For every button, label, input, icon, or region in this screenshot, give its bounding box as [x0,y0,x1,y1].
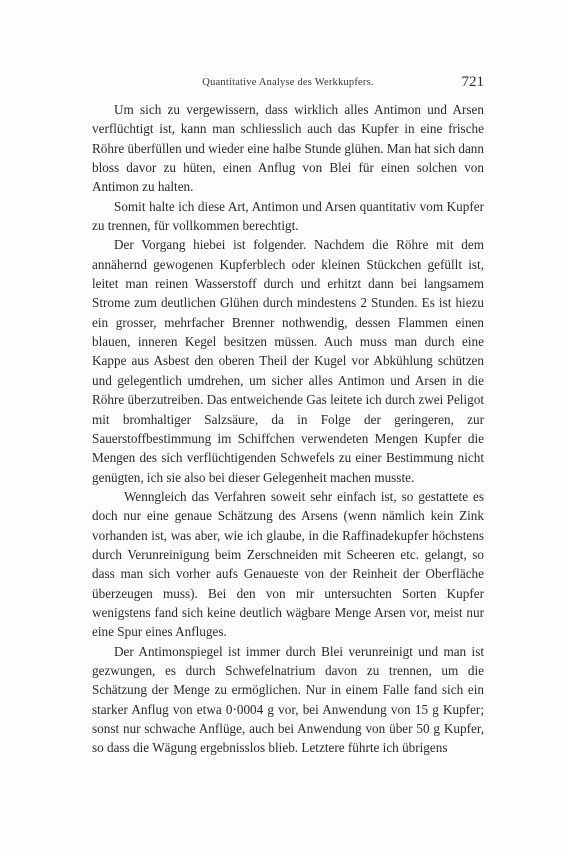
paragraph-verification: Um sich zu vergewissern, dass wirklich alles Antimon und Arsen verflüchtigt ist, kann man schliesslich auch das Kupfer in eine frische Röhre überfüllen und wieder eine halbe Stunde glühen. Man hat sich dann bloss davor zu hüten, einen Anflug von Blei für einen solchen von Antimon zu halten. [92,102,484,195]
book-page [92,74,484,758]
page-number: 721 [461,74,484,90]
page-header [92,74,484,100]
running-title: Quantitative Analyse des Werkkupfers. [202,77,374,88]
paragraph-method-justified: Somit halte ich diese Art, Antimon und Arsen quantitativ vom Kupfer zu trennen, für vollkommen berechtigt. [92,198,484,234]
paragraph-antimony-mirror: Der Antimonspiegel ist immer durch Blei verunreinigt und man ist gezwungen, es durch Schwefelnatrium davon zu trennen, um die Schätzung der Menge zu ermöglichen. Nur in einem Falle fand sich ein starker Anflug von etwa 0·0004 g vor, bei Anwendung von 15 g Kupfer; sonst nur schwache Anflüge, auch bei Anwendung von über 50 g Kupfer, so dass die Wägung ergebnisslos blieb. Letztere führte ich übrigens [92,643,484,756]
paragraph-procedure: Der Vorgang hiebei ist folgender. Nachdem die Röhre mit dem annähernd gewogenen Kupferblech oder kleinen Stückchen gefüllt ist, leitet man reinen Wasserstoff durch und erhitzt dann bei langsamem Strome zum deutlichen Glühen durch mindestens 2 Stunden. Es ist hiezu ein grosser, mehrfacher Brenner nothwendig, dessen Flammen einen blauen, inneren Kegel besitzen müssen. Auch muss man durch eine Kappe aus Asbest den oberen Theil der Kugel vor Abkühlung schützen und gelegentlich umdrehen, um sicher alles Antimon und Arsen in die Röhre überzutreiben. Das entweichende Gas leitete ich durch zwei Peligot mit bromhaltiger Salzsäure, da in Folge der geringeren, zur Sauerstoffbestimmung im Schiffchen verwendeten Mengen Kupfer die Mengen des sich verflüchtigenden Schwefels zu einer Bestimmung nicht genügten, ich sie also bei dieser Gelegenheit machen musste. [92,237,484,485]
paragraph-arsenic-estimate: Wenngleich das Verfahren soweit sehr einfach ist, so gestattete es doch nur eine genaue Schätzung des Arsens (wenn nämlich kein Zink vorhanden ist, was aber, wie ich glaube, in die Raffinadekupfer höchstens durch Verunreinigung beim Zerschneiden mit Scheeren etc. gelangt, so dass man sich vorher aufs Genaueste von der Reinheit der Oberfläche überzeugen muss). Bei den von mir untersuchten Sorten Kupfer wenigstens fand sich keine deutlich wägbare Menge Arsen vor, meist nur eine Spur eines Anfluges. [92,488,484,640]
body-text [92,100,484,758]
